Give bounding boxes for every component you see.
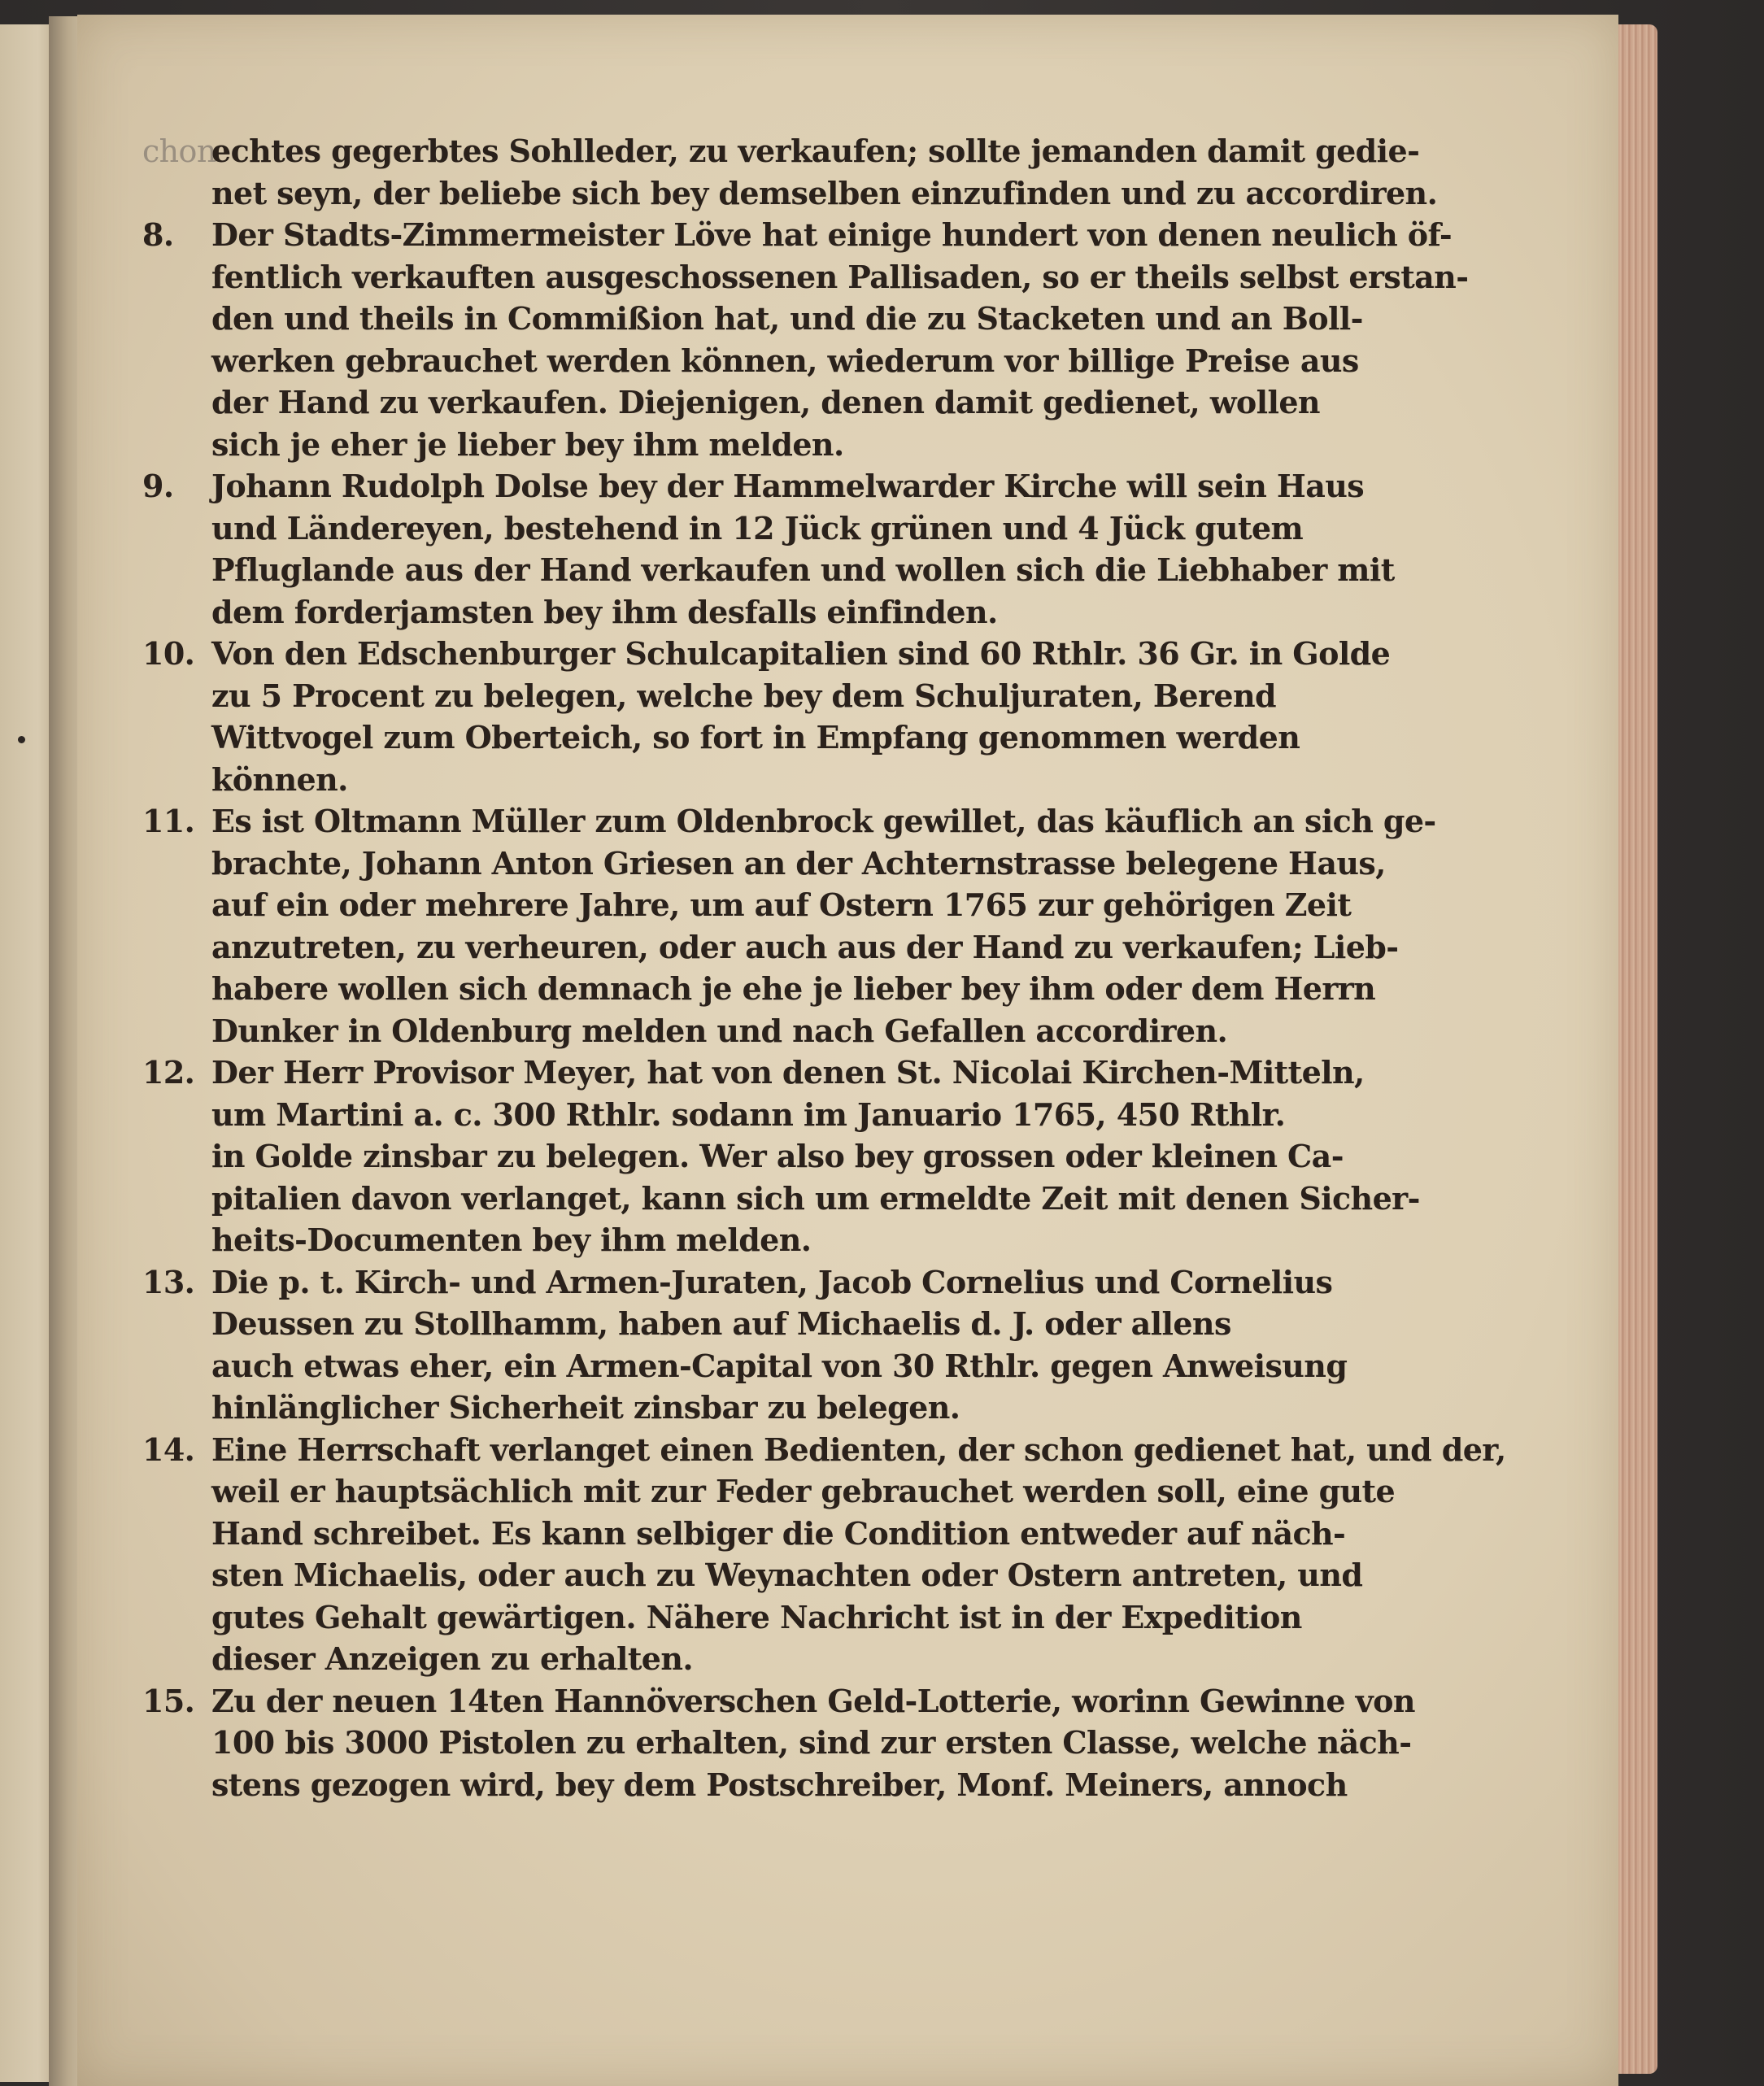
- text-line: [142, 256, 1469, 298]
- faded-catchword: chon: [142, 133, 216, 169]
- line-text: Hand schreibet. Es kann selbiger die Condition entweder auf näch-: [211, 1514, 1346, 1552]
- line-text: gutes Gehalt gewärtigen. Nähere Nachricht ist in der Expedition: [211, 1598, 1302, 1635]
- line-text: Pfluglande aus der Hand verkaufen und wollen sich die Liebhaber mit: [211, 551, 1395, 588]
- line-text: brachte, Johann Anton Griesen an der Achternstrasse belegene Haus,: [211, 844, 1386, 882]
- line-text: Der Herr Provisor Meyer, hat von denen St. Nicolai Kirchen-Mitteln,: [211, 1054, 1365, 1091]
- text-line: [142, 1429, 1506, 1471]
- line-text: dieser Anzeigen zu erhalten.: [211, 1640, 694, 1677]
- text-line: [142, 1722, 1412, 1764]
- line-text: Es ist Oltmann Müller zum Oldenbrock gewillet, das käuflich an sich ge-: [211, 803, 1436, 839]
- line-text: Wittvogel zum Oberteich, so fort in Empfang genommen werden: [211, 719, 1300, 756]
- line-text: fentlich verkauften ausgeschossenen Pallisaden, so er theils selbst erstan-: [211, 258, 1469, 295]
- text-line: [142, 591, 1342, 634]
- text-line: [142, 633, 1391, 675]
- text-line: [142, 1764, 1348, 1806]
- line-text: stens gezogen wird, bey dem Postschreiber, Monf. Meiners, annoch: [211, 1766, 1348, 1803]
- text-line: [142, 465, 1365, 507]
- text-line: [142, 298, 1363, 340]
- text-line: [142, 507, 1342, 550]
- line-text: Der Stadts-Zimmermeister Löve hat einige hundert von denen neulich öf-: [211, 216, 1453, 253]
- line-text: heits-Documenten bey ihm melden.: [211, 1222, 812, 1258]
- text-line: [142, 1010, 1342, 1052]
- text-line: [142, 884, 1352, 926]
- item-number: 13.: [142, 1263, 195, 1300]
- line-text: werken gebrauchet werden können, wiederum vor billige Preise aus: [211, 342, 1359, 379]
- line-text: sten Michaelis, oder auch zu Weynachten oder Ostern antreten, und: [211, 1557, 1363, 1593]
- line-text: habere wollen sich demnach je ehe je lieber bey ihm oder dem Herrn: [211, 970, 1376, 1007]
- line-text: um Martini a. c. 300 Rthlr. sodann im Januario 1765, 450 Rthlr.: [211, 1095, 1286, 1133]
- text-line: [142, 1178, 1420, 1220]
- line-text: in Golde zinsbar zu belegen. Wer also bey grossen oder kleinen Ca-: [211, 1138, 1344, 1174]
- line-text: Zu der neuen 14ten Hannöverschen Geld-Lotterie, worinn Gewinne von: [211, 1682, 1415, 1719]
- text-line: [142, 716, 1342, 759]
- text-line: [142, 968, 1376, 1010]
- item-number: 15.: [142, 1682, 195, 1719]
- line-text: Johann Rudolph Dolse bey der Hammelwarder Kirche will sein Haus: [211, 468, 1365, 504]
- line-text: Dunker in Oldenburg melden und nach Gefallen accordiren.: [211, 1012, 1228, 1049]
- text-line: [142, 1303, 1342, 1345]
- text-line: [142, 675, 1342, 717]
- line-text: pitalien davon verlanget, kann sich um ermeldte Zeit mit denen Sicher-: [211, 1179, 1420, 1217]
- text-line: [142, 1554, 1363, 1596]
- text-line: [142, 424, 1342, 466]
- line-text: auf ein oder mehrere Jahre, um auf Ostern 1765 zur gehörigen Zeit: [211, 886, 1352, 923]
- line-text: net seyn, der beliebe sich bey demselben einzufinden und zu accordiren.: [211, 174, 1438, 211]
- line-text: weil er hauptsächlich mit zur Feder gebrauchet werden soll, eine gute: [211, 1473, 1396, 1509]
- text-line: [142, 1596, 1342, 1639]
- text-line: [142, 549, 1395, 591]
- line-text: und Ländereyen, bestehend in 12 Jück grünen und 4 Jück gutem: [211, 509, 1304, 547]
- page-edges: [1618, 24, 1657, 2074]
- text-line: [142, 1135, 1342, 1178]
- text-line: [142, 214, 1453, 256]
- text-line: [142, 1261, 1342, 1304]
- text-line: [142, 1638, 1342, 1680]
- line-text: den und theils in Commißion hat, und die zu Stacketen und an Boll-: [211, 300, 1363, 337]
- text-line: [142, 172, 1438, 215]
- text-line: [142, 843, 1386, 885]
- item-number: 8.: [142, 216, 174, 253]
- text-line: [142, 1052, 1365, 1094]
- text-line: [142, 1513, 1346, 1555]
- item-number: 9.: [142, 468, 174, 504]
- text-line: [142, 1470, 1396, 1513]
- line-text: echtes gegerbtes Sohlleder, zu verkaufen; sollte jemanden damit gedie-: [211, 133, 1420, 169]
- text-line: [142, 800, 1436, 843]
- text-line: [142, 1219, 1342, 1261]
- line-text: der Hand zu verkaufen. Diejenigen, denen damit gedienet, wollen: [211, 384, 1320, 420]
- item-number: 14.: [142, 1431, 195, 1468]
- line-text: auch etwas eher, ein Armen-Capital von 30 Rthlr. gegen Anweisung: [211, 1347, 1348, 1384]
- line-text: 100 bis 3000 Pistolen zu erhalten, sind zur ersten Classe, welche näch-: [211, 1724, 1412, 1761]
- text-line: [142, 1345, 1348, 1387]
- line-text: dem forderjamsten bey ihm desfalls einfinden.: [211, 593, 998, 630]
- line-text: Eine Herrschaft verlanget einen Bedienten, der schon gedienet hat, und der,: [211, 1431, 1506, 1468]
- ink-spot: [18, 736, 25, 743]
- item-number: 10.: [142, 635, 195, 672]
- line-text: können.: [211, 760, 348, 798]
- line-text: sich je eher je lieber bey ihm melden.: [211, 425, 844, 463]
- text-line: [142, 130, 1420, 172]
- line-text: hinlänglicher Sicherheit zinsbar zu belegen.: [211, 1389, 960, 1426]
- text-line: [142, 1094, 1342, 1136]
- text-line: [142, 340, 1359, 382]
- item-number: 12.: [142, 1054, 195, 1091]
- line-text: zu 5 Procent zu belegen, welche bey dem Schuljuraten, Berend: [211, 677, 1276, 714]
- line-text: anzutreten, zu verheuren, oder auch aus der Hand zu verkaufen; Lieb-: [211, 928, 1399, 965]
- text-line: [142, 1387, 1342, 1429]
- text-line: [142, 759, 1342, 801]
- line-text: Die p. t. Kirch- und Armen-Juraten, Jacob Cornelius und Cornelius: [211, 1263, 1333, 1300]
- page-text: [142, 130, 1506, 1805]
- text-line: [142, 926, 1399, 969]
- text-line: [142, 381, 1342, 424]
- line-text: Deussen zu Stollhamm, haben auf Michaelis d. J. oder allens: [211, 1305, 1231, 1342]
- line-text: Von den Edschenburger Schulcapitalien sind 60 Rthlr. 36 Gr. in Golde: [211, 635, 1391, 672]
- item-number: 11.: [142, 803, 195, 839]
- text-line: [142, 1680, 1415, 1722]
